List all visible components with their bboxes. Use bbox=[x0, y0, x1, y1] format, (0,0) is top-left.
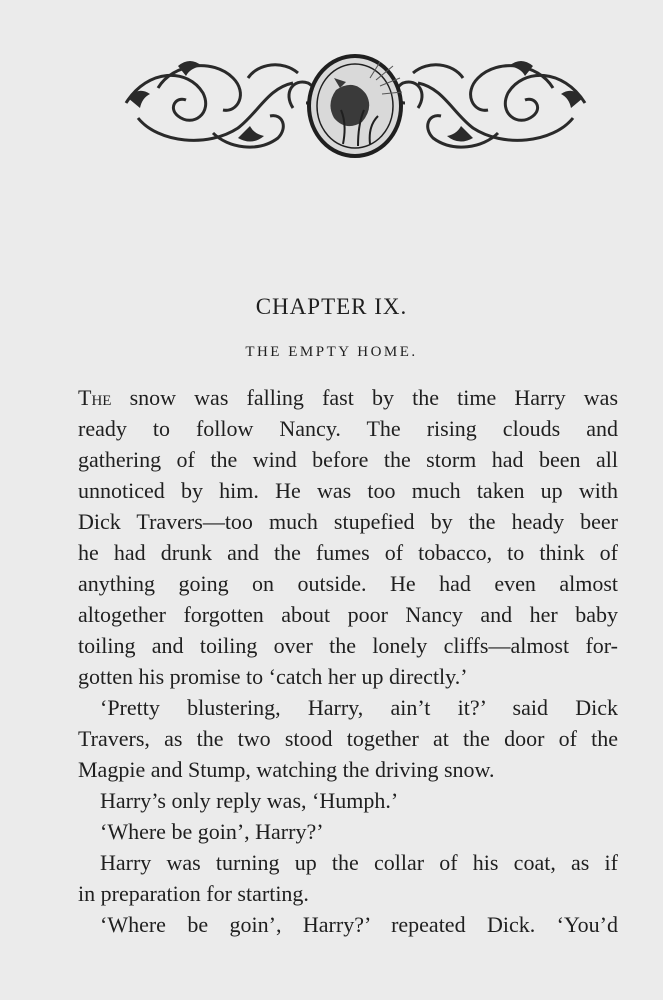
text-line: he had drunk and the fumes of tobacco, to think of bbox=[78, 540, 618, 565]
text-line: altogether forgotten about poor Nancy and her baby bbox=[78, 602, 618, 627]
text-line: Travers, as the two stood together at the door of the bbox=[78, 726, 618, 751]
text-line: ‘Where be goin’, Harry?’ bbox=[100, 819, 324, 844]
chapter-body bbox=[78, 382, 618, 940]
text-line: unnoticed by him. He was too much taken up with bbox=[78, 478, 618, 503]
text-line: Dick Travers—too much stupefied by the heady beer bbox=[78, 509, 618, 534]
text-line: ‘Pretty blustering, Harry, ain’t it?’ said Dick bbox=[100, 695, 618, 720]
text-line: gathering of the wind before the storm had been all bbox=[78, 447, 618, 472]
chapter-subtitle: THE EMPTY HOME. bbox=[245, 344, 418, 360]
ornamental-scroll-vignette-icon bbox=[118, 48, 593, 166]
chapter-title: CHAPTER IX. bbox=[255, 294, 408, 319]
text-line: Magpie and Stump, watching the driving snow. bbox=[78, 757, 495, 782]
text-line: gotten his promise to ‘catch her up directly.’ bbox=[78, 664, 468, 689]
text-line: ready to follow Nancy. The rising clouds and bbox=[78, 416, 618, 441]
text-line: anything going on outside. He had even almost bbox=[78, 571, 618, 596]
text-line: Harry’s only reply was, ‘Humph.’ bbox=[100, 788, 399, 813]
text-line: Harry was turning up the collar of his coat, as if bbox=[100, 850, 618, 875]
jug-and-rushes-medallion-icon bbox=[309, 56, 402, 156]
text-line: toiling and toiling over the lonely cliffs—almost for- bbox=[78, 633, 618, 658]
text-line: The snow was falling fast by the time Harry was bbox=[78, 385, 619, 410]
text-line: ‘Where be goin’, Harry?’ repeated Dick. ‘You’d bbox=[100, 912, 618, 937]
text-line: in preparation for starting. bbox=[78, 881, 309, 906]
opening-word: The bbox=[78, 385, 112, 410]
